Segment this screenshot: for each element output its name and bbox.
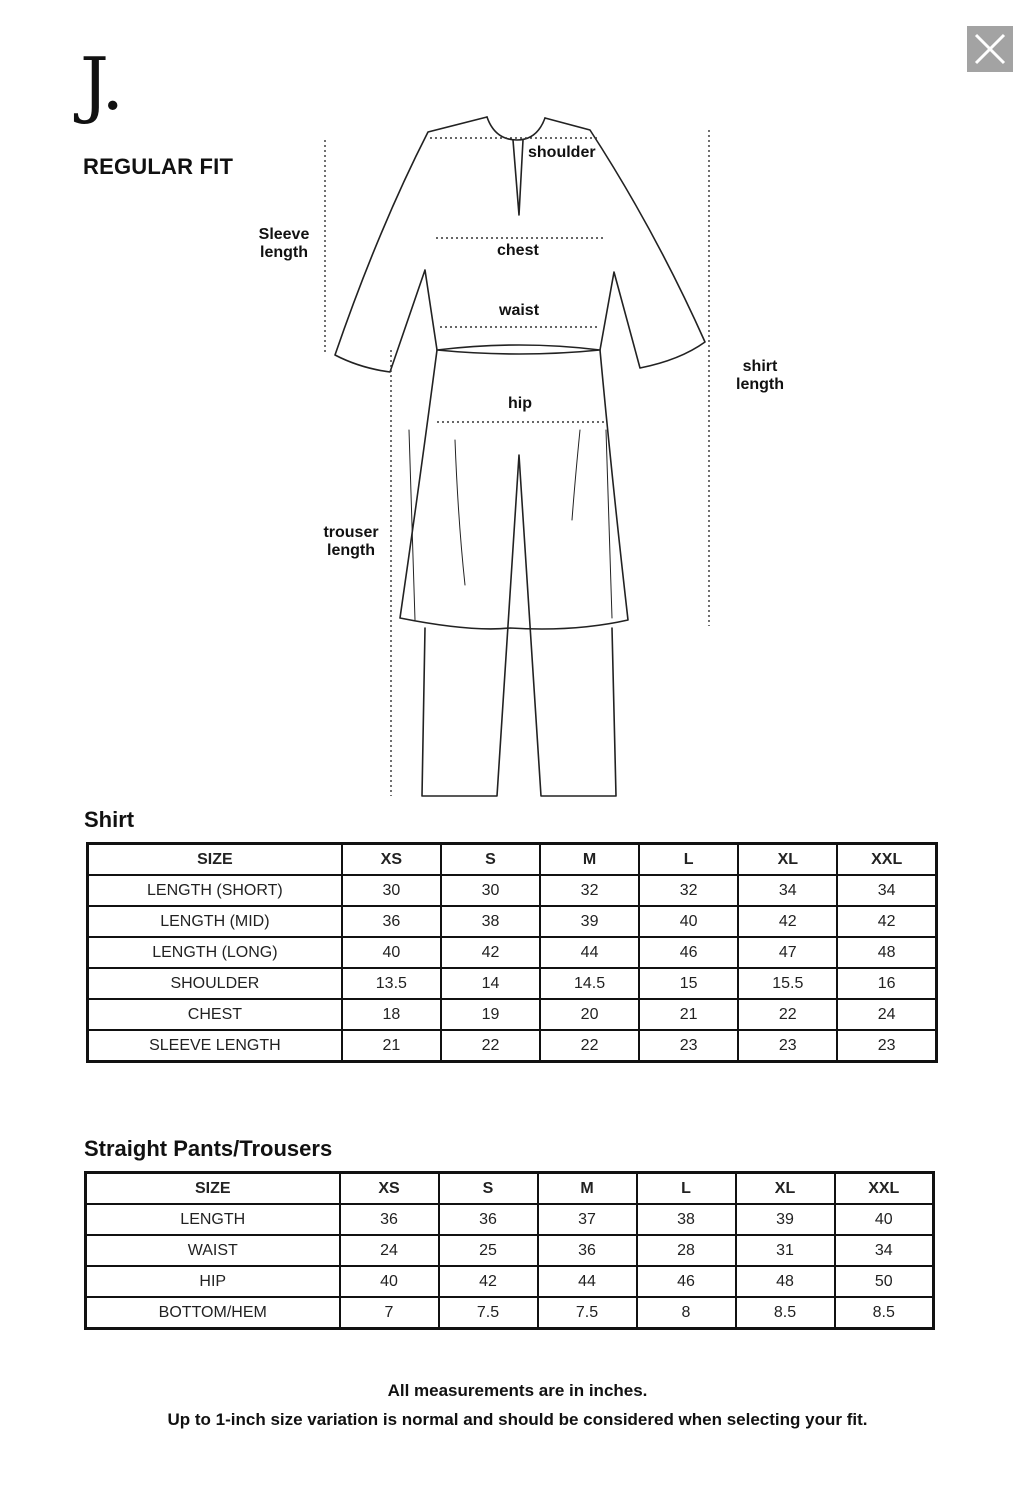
table-cell: 39 <box>540 906 639 937</box>
column-header: L <box>637 1173 736 1205</box>
row-label: WAIST <box>86 1235 340 1266</box>
column-header: XS <box>342 844 441 876</box>
shoulder-label: shoulder <box>528 144 596 161</box>
table-cell: 32 <box>540 875 639 906</box>
column-header: L <box>639 844 738 876</box>
table-cell: 40 <box>639 906 738 937</box>
table-row <box>88 1030 937 1062</box>
table-cell: 30 <box>342 875 441 906</box>
fit-label: REGULAR FIT <box>83 154 234 179</box>
table-cell: 40 <box>835 1204 934 1235</box>
table-cell: 7 <box>340 1297 439 1329</box>
table-cell: 22 <box>738 999 837 1030</box>
trouser-length-label <box>316 524 386 560</box>
column-header: XL <box>738 844 837 876</box>
row-label: LENGTH (LONG) <box>88 937 342 968</box>
table-row <box>86 1235 934 1266</box>
table-cell: 22 <box>540 1030 639 1062</box>
tunic-outline <box>335 117 705 629</box>
table-cell: 25 <box>439 1235 538 1266</box>
table-cell: 40 <box>342 937 441 968</box>
row-label: CHEST <box>88 999 342 1030</box>
chest-label: chest <box>497 242 539 259</box>
row-label: LENGTH (SHORT) <box>88 875 342 906</box>
table-cell: 8 <box>637 1297 736 1329</box>
table-cell: 42 <box>738 906 837 937</box>
table-cell: 50 <box>835 1266 934 1297</box>
table-row <box>88 875 937 906</box>
table-cell: 8.5 <box>835 1297 934 1329</box>
table-cell: 42 <box>837 906 936 937</box>
table-cell: 32 <box>639 875 738 906</box>
measurement-note: All measurements are in inches. <box>387 1381 648 1400</box>
table-cell: 40 <box>340 1266 439 1297</box>
column-header: SIZE <box>88 844 342 876</box>
table-cell: 7.5 <box>538 1297 637 1329</box>
table-cell: 19 <box>441 999 540 1030</box>
placket <box>513 140 523 215</box>
waist-label: waist <box>499 302 540 319</box>
waist-band <box>437 345 600 354</box>
table-row <box>86 1204 934 1235</box>
table-cell: 48 <box>837 937 936 968</box>
table-cell: 23 <box>738 1030 837 1062</box>
table-cell: 36 <box>538 1235 637 1266</box>
table-cell: 22 <box>441 1030 540 1062</box>
close-button[interactable] <box>967 26 1013 72</box>
table-cell: 14 <box>441 968 540 999</box>
sleeve-length-label-line1: Sleeve <box>258 226 310 243</box>
trouser-length-label-line1: trouser <box>323 524 379 541</box>
trouser-length-label-line2: length <box>327 542 375 559</box>
table-cell: 44 <box>540 937 639 968</box>
variation-note: Up to 1-inch size variation is normal and should be considered when selecting your fit. <box>167 1410 868 1429</box>
column-header: SIZE <box>86 1173 340 1205</box>
sleeve-length-label-line2: length <box>260 244 308 261</box>
neckline <box>487 117 545 140</box>
close-icon <box>967 26 1013 72</box>
table-cell: 46 <box>637 1266 736 1297</box>
table-cell: 36 <box>342 906 441 937</box>
table-cell: 20 <box>540 999 639 1030</box>
table-cell: 21 <box>342 1030 441 1062</box>
table-cell: 38 <box>637 1204 736 1235</box>
table-cell: 24 <box>340 1235 439 1266</box>
table-cell: 7.5 <box>439 1297 538 1329</box>
row-label: LENGTH <box>86 1204 340 1235</box>
shirt-header-row <box>88 844 937 876</box>
column-header: XXL <box>835 1173 934 1205</box>
table-cell: 42 <box>441 937 540 968</box>
table-cell: 34 <box>835 1235 934 1266</box>
table-cell: 34 <box>837 875 936 906</box>
table-cell: 23 <box>639 1030 738 1062</box>
table-cell: 46 <box>639 937 738 968</box>
table-row <box>88 906 937 937</box>
table-cell: 42 <box>439 1266 538 1297</box>
table-cell: 8.5 <box>736 1297 835 1329</box>
column-header: XS <box>340 1173 439 1205</box>
shirt-length-label-line2: length <box>736 376 784 393</box>
trousers-size-table <box>84 1171 935 1330</box>
table-cell: 15 <box>639 968 738 999</box>
column-header: M <box>540 844 639 876</box>
row-label: HIP <box>86 1266 340 1297</box>
table-cell: 13.5 <box>342 968 441 999</box>
table-cell: 14.5 <box>540 968 639 999</box>
shirt-length-label-line1: shirt <box>742 358 778 375</box>
table-cell: 38 <box>441 906 540 937</box>
table-cell: 21 <box>639 999 738 1030</box>
table-cell: 30 <box>441 875 540 906</box>
column-header: XL <box>736 1173 835 1205</box>
column-header: M <box>538 1173 637 1205</box>
shirt-size-table <box>86 842 938 1063</box>
shirt-length-label <box>728 358 792 394</box>
table-cell: 16 <box>837 968 936 999</box>
table-cell: 15.5 <box>738 968 837 999</box>
table-cell: 48 <box>736 1266 835 1297</box>
shirt-section-title: Shirt <box>84 807 135 832</box>
column-header: XXL <box>837 844 936 876</box>
table-row <box>88 999 937 1030</box>
sleeve-length-label <box>252 226 316 262</box>
table-cell: 39 <box>736 1204 835 1235</box>
table-cell: 28 <box>637 1235 736 1266</box>
hip-label: hip <box>508 395 532 412</box>
brand-logo: J. <box>80 42 123 126</box>
row-label: SLEEVE LENGTH <box>88 1030 342 1062</box>
table-cell: 44 <box>538 1266 637 1297</box>
table-cell: 36 <box>340 1204 439 1235</box>
table-cell: 18 <box>342 999 441 1030</box>
table-cell: 31 <box>736 1235 835 1266</box>
table-cell: 37 <box>538 1204 637 1235</box>
table-row <box>86 1297 934 1329</box>
table-cell: 24 <box>837 999 936 1030</box>
column-header: S <box>441 844 540 876</box>
table-cell: 34 <box>738 875 837 906</box>
trousers-section-title: Straight Pants/Trousers <box>84 1136 333 1161</box>
table-cell: 36 <box>439 1204 538 1235</box>
table-row <box>88 968 937 999</box>
table-row <box>86 1266 934 1297</box>
row-label: BOTTOM/HEM <box>86 1297 340 1329</box>
row-label: SHOULDER <box>88 968 342 999</box>
column-header: S <box>439 1173 538 1205</box>
table-cell: 23 <box>837 1030 936 1062</box>
row-label: LENGTH (MID) <box>88 906 342 937</box>
trouser-outline <box>422 455 616 796</box>
trousers-header-row <box>86 1173 934 1205</box>
table-row <box>88 937 937 968</box>
table-cell: 47 <box>738 937 837 968</box>
